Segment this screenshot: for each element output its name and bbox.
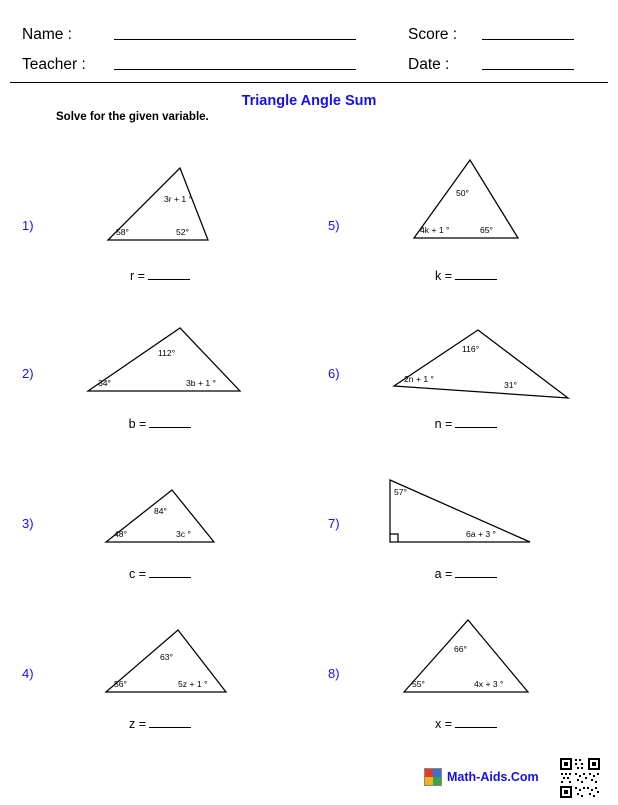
angle-label-top: 57° xyxy=(394,487,407,497)
instructions: Solve for the given variable. xyxy=(56,111,209,123)
triangle-figure-4 xyxy=(50,598,270,718)
teacher-row xyxy=(22,44,596,74)
page-title: Triangle Angle Sum xyxy=(241,93,377,109)
angle-label-top: 116° xyxy=(462,344,480,354)
name-row xyxy=(22,14,596,44)
angle-label-left: 58° xyxy=(116,227,129,237)
answer-blank[interactable] xyxy=(149,716,191,728)
problem-6 xyxy=(306,298,596,448)
angle-label-right: 6a + 3 ° xyxy=(466,529,496,539)
problem-7 xyxy=(306,448,596,598)
right-triangle-shape xyxy=(390,480,530,542)
name-label: Name : xyxy=(22,26,72,43)
angle-label-top: 63° xyxy=(160,652,173,662)
angle-label-right: 3b + 1 ° xyxy=(186,378,216,388)
answer-label: n = xyxy=(434,417,453,431)
angle-label-left: 48° xyxy=(114,529,127,539)
problem-number: 5) xyxy=(328,218,340,233)
angle-label-left: 34° xyxy=(98,378,111,388)
answer-blank[interactable] xyxy=(148,268,190,280)
triangle-figure-1 xyxy=(50,150,270,270)
triangle-shape xyxy=(394,330,568,398)
problem-number: 8) xyxy=(328,666,340,681)
date-field[interactable] xyxy=(482,68,574,70)
angle-label-right: 3c ° xyxy=(176,529,191,539)
angle-label-top: 50° xyxy=(456,188,469,198)
triangle-figure-8 xyxy=(356,598,576,718)
answer-line-7 xyxy=(356,566,576,581)
answer-blank[interactable] xyxy=(455,566,497,578)
site-footer[interactable] xyxy=(424,768,539,786)
date-label: Date : xyxy=(408,56,450,73)
triangle-figure-2 xyxy=(50,298,270,418)
answer-label: b = xyxy=(128,417,147,431)
angle-label-top: 112° xyxy=(158,348,176,358)
angle-label-left: 2n + 1 ° xyxy=(404,374,434,384)
answer-line-2 xyxy=(50,416,270,431)
teacher-label: Teacher : xyxy=(22,56,86,73)
header-divider xyxy=(10,82,608,83)
problem-2 xyxy=(0,298,290,448)
answer-line-1 xyxy=(50,268,270,283)
problem-number: 4) xyxy=(22,666,34,681)
answer-line-5 xyxy=(356,268,576,283)
angle-label-left: 55° xyxy=(412,679,425,689)
angle-label-right: 52° xyxy=(176,227,189,237)
math-aids-logo-icon xyxy=(424,768,442,786)
answer-blank[interactable] xyxy=(149,566,191,578)
qr-code-icon xyxy=(558,756,602,800)
angle-label-left: 4k + 1 ° xyxy=(420,225,450,235)
problem-3 xyxy=(0,448,290,598)
answer-label: z = xyxy=(128,717,147,731)
answer-label: c = xyxy=(128,567,147,581)
answer-line-3 xyxy=(50,566,270,581)
problem-number: 6) xyxy=(328,366,340,381)
problem-number: 7) xyxy=(328,516,340,531)
answer-blank[interactable] xyxy=(149,416,191,428)
angle-label-right: 4x + 3 ° xyxy=(474,679,504,689)
angle-label-right: 65° xyxy=(480,225,493,235)
answer-label: k = xyxy=(434,269,453,283)
problem-number: 2) xyxy=(22,366,34,381)
answer-line-4 xyxy=(50,716,270,731)
worksheet-header xyxy=(22,14,596,76)
triangle-figure-7 xyxy=(356,448,576,568)
problem-number: 3) xyxy=(22,516,34,531)
right-angle-marker xyxy=(390,534,398,542)
angle-label-top: 66° xyxy=(454,644,467,654)
problem-4 xyxy=(0,598,290,748)
answer-blank[interactable] xyxy=(455,268,497,280)
answer-label: x = xyxy=(434,717,453,731)
triangle-figure-5 xyxy=(356,150,576,270)
answer-line-8 xyxy=(356,716,576,731)
problem-8 xyxy=(306,598,596,748)
triangle-figure-6 xyxy=(356,298,576,418)
angle-label-top: 3r + 1 ° xyxy=(164,194,193,204)
problem-1 xyxy=(0,150,290,300)
answer-blank[interactable] xyxy=(455,416,497,428)
name-field[interactable] xyxy=(114,38,356,40)
triangle-figure-3 xyxy=(50,448,270,568)
answer-line-6 xyxy=(356,416,576,431)
teacher-field[interactable] xyxy=(114,68,356,70)
problem-number: 1) xyxy=(22,218,34,233)
problem-5 xyxy=(306,150,596,300)
answer-label: r = xyxy=(130,269,145,283)
angle-label-left: 56° xyxy=(114,679,127,689)
score-field[interactable] xyxy=(482,38,574,40)
score-label: Score : xyxy=(408,26,458,43)
angle-label-top: 84° xyxy=(154,506,167,516)
answer-label: a = xyxy=(434,567,453,581)
angle-label-right: 31° xyxy=(504,380,517,390)
answer-blank[interactable] xyxy=(455,716,497,728)
site-name: Math-Aids.Com xyxy=(447,770,539,784)
angle-label-right: 5z + 1 ° xyxy=(178,679,208,689)
